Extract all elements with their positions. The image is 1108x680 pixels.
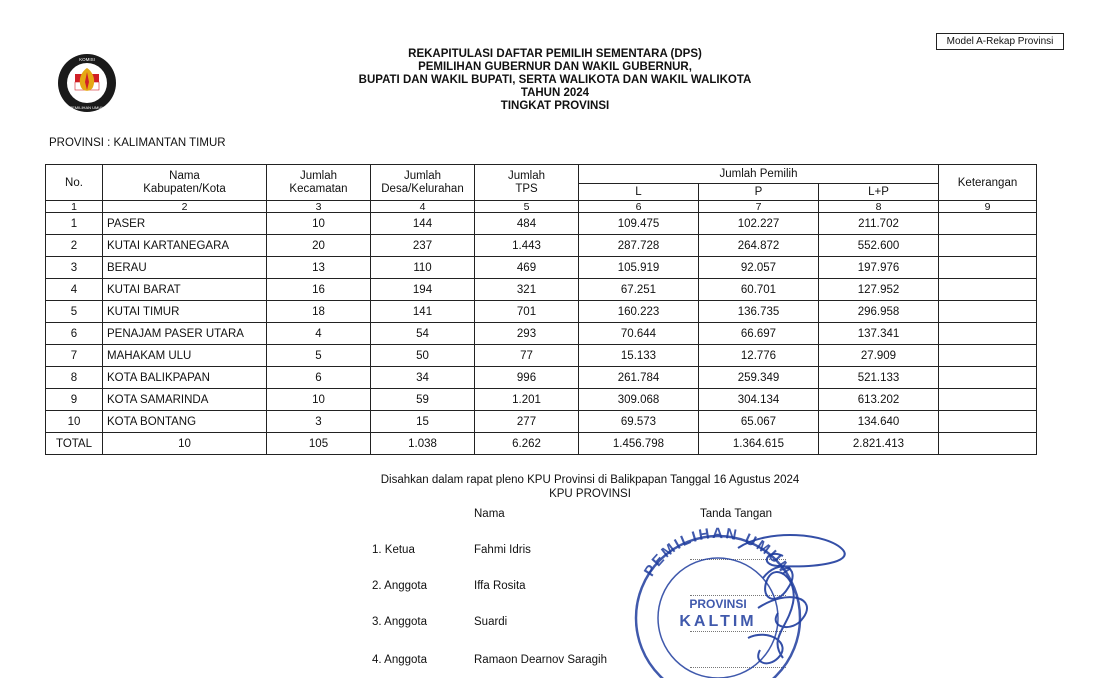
title-line-5: TINGKAT PROVINSI [500, 100, 610, 112]
header-desa [371, 165, 475, 201]
voters-total: 211.702 [819, 213, 939, 235]
region-name: KOTA BALIKPAPAN [103, 367, 267, 389]
total-desa: 1.038 [371, 433, 475, 455]
total-kecamatan: 105 [267, 433, 371, 455]
voters-total: 296.958 [819, 301, 939, 323]
col-number: 6 [579, 201, 699, 213]
kecamatan-count: 4 [267, 323, 371, 345]
total-row [46, 433, 1037, 455]
table-row [46, 323, 1037, 345]
voters-female: 102.227 [699, 213, 819, 235]
total-lp: 2.821.413 [819, 433, 939, 455]
voters-female: 12.776 [699, 345, 819, 367]
signatory-role: 3. Anggota [372, 616, 427, 628]
desa-count: 15 [371, 411, 475, 433]
voters-male: 15.133 [579, 345, 699, 367]
voters-total: 521.133 [819, 367, 939, 389]
signatory-role: 4. Anggota [372, 654, 427, 666]
tps-count: 484 [475, 213, 579, 235]
header-name [103, 165, 267, 201]
keterangan [939, 301, 1037, 323]
desa-count: 34 [371, 367, 475, 389]
voters-male: 67.251 [579, 279, 699, 301]
keterangan [939, 323, 1037, 345]
desa-count: 144 [371, 213, 475, 235]
total-tps: 6.262 [475, 433, 579, 455]
header-tps-line1: Jumlah [507, 169, 546, 182]
handwritten-signature [738, 535, 845, 663]
voters-total: 137.341 [819, 323, 939, 345]
header-kec-line1: Jumlah [299, 169, 338, 182]
col-number: 2 [103, 201, 267, 213]
signatory-name: Fahmi Idris [474, 544, 531, 556]
region-name: KUTAI BARAT [103, 279, 267, 301]
tps-count: 77 [475, 345, 579, 367]
signature-header: Tanda Tangan [700, 508, 773, 520]
voters-total: 552.600 [819, 235, 939, 257]
header-p: P [699, 184, 819, 201]
desa-count: 110 [371, 257, 475, 279]
total-l: 1.456.798 [579, 433, 699, 455]
voters-female: 66.697 [699, 323, 819, 345]
row-number: 3 [46, 257, 103, 279]
header-desa-line1: Jumlah [403, 169, 442, 182]
table-row [46, 345, 1037, 367]
table-row [46, 411, 1037, 433]
kecamatan-count: 10 [267, 389, 371, 411]
region-name: BERAU [103, 257, 267, 279]
voters-total: 127.952 [819, 279, 939, 301]
header-desa-line2: Desa/Kelurahan [381, 182, 464, 195]
region-name: KUTAI TIMUR [103, 301, 267, 323]
voters-male: 109.475 [579, 213, 699, 235]
col-number: 8 [819, 201, 939, 213]
desa-count: 194 [371, 279, 475, 301]
official-stamp [618, 518, 868, 678]
col-number: 3 [267, 201, 371, 213]
col-number: 1 [46, 201, 103, 213]
svg-text:PEMILIHAN UMUM: PEMILIHAN UMUM [640, 524, 796, 580]
region-name: MAHAKAM ULU [103, 345, 267, 367]
province-label: PROVINSI : KALIMANTAN TIMUR [49, 137, 226, 149]
header-keterangan: Keterangan [939, 165, 1037, 201]
total-p: 1.364.615 [699, 433, 819, 455]
voters-male: 287.728 [579, 235, 699, 257]
row-number: 1 [46, 213, 103, 235]
title-line-3: BUPATI DAN WAKIL BUPATI, SERTA WALIKOTA DAN WAKIL WALIKOTA [358, 74, 752, 86]
svg-text:KOMISI: KOMISI [79, 57, 95, 62]
kecamatan-count: 20 [267, 235, 371, 257]
keterangan [939, 389, 1037, 411]
desa-count: 50 [371, 345, 475, 367]
keterangan [939, 279, 1037, 301]
table-row [46, 235, 1037, 257]
row-number: 8 [46, 367, 103, 389]
row-number: 10 [46, 411, 103, 433]
voters-male: 261.784 [579, 367, 699, 389]
voters-male: 309.068 [579, 389, 699, 411]
total-count: 10 [103, 433, 267, 455]
col-number: 9 [939, 201, 1037, 213]
header-name-line1: Nama [169, 169, 200, 182]
col-number: 4 [371, 201, 475, 213]
keterangan [939, 235, 1037, 257]
table-body [46, 213, 1037, 433]
tps-count: 277 [475, 411, 579, 433]
signatory-name: Suardi [474, 616, 508, 628]
kecamatan-count: 13 [267, 257, 371, 279]
voters-female: 136.735 [699, 301, 819, 323]
voters-male: 69.573 [579, 411, 699, 433]
keterangan [939, 213, 1037, 235]
row-number: 2 [46, 235, 103, 257]
header-pemilih: Jumlah Pemilih [579, 165, 939, 184]
title-line-4: TAHUN 2024 [520, 87, 590, 99]
voters-total: 134.640 [819, 411, 939, 433]
desa-count: 59 [371, 389, 475, 411]
form-model-label: Model A-Rekap Provinsi [936, 33, 1064, 50]
kecamatan-count: 3 [267, 411, 371, 433]
tps-count: 469 [475, 257, 579, 279]
table-row [46, 301, 1037, 323]
col-number: 5 [475, 201, 579, 213]
tps-count: 996 [475, 367, 579, 389]
header-lp: L+P [819, 184, 939, 201]
keterangan [939, 367, 1037, 389]
voters-female: 304.134 [699, 389, 819, 411]
voters-total: 613.202 [819, 389, 939, 411]
voters-male: 160.223 [579, 301, 699, 323]
table-row [46, 279, 1037, 301]
recap-table [45, 164, 1037, 455]
row-number: 4 [46, 279, 103, 301]
header-kec-line2: Kecamatan [289, 182, 348, 195]
desa-count: 141 [371, 301, 475, 323]
kecamatan-count: 16 [267, 279, 371, 301]
voters-female: 259.349 [699, 367, 819, 389]
row-number: 9 [46, 389, 103, 411]
voters-female: 65.067 [699, 411, 819, 433]
signatory-role: 1. Ketua [372, 544, 415, 556]
region-name: KOTA SAMARINDA [103, 389, 267, 411]
header-l: L [579, 184, 699, 201]
approval-line-2: KPU PROVINSI [549, 488, 631, 500]
table-row [46, 389, 1037, 411]
svg-text:PROVINSI: PROVINSI [689, 597, 747, 611]
approval-line-1: Disahkan dalam rapat pleno KPU Provinsi di Balikpapan Tanggal 16 Agustus 2024 [380, 474, 800, 486]
kecamatan-count: 6 [267, 367, 371, 389]
total-label: TOTAL [46, 433, 103, 455]
voters-total: 27.909 [819, 345, 939, 367]
kecamatan-count: 10 [267, 213, 371, 235]
row-number: 7 [46, 345, 103, 367]
svg-text:PEMILIHAN UMUM: PEMILIHAN UMUM [69, 105, 105, 110]
voters-total: 197.976 [819, 257, 939, 279]
title-line-2: PEMILIHAN GUBERNUR DAN WAKIL GUBERNUR, [418, 61, 692, 73]
row-number: 6 [46, 323, 103, 345]
signatory-name-header: Nama [474, 508, 505, 520]
signatory-role: 2. Anggota [372, 580, 427, 592]
table-row [46, 213, 1037, 235]
region-name: KUTAI KARTANEGARA [103, 235, 267, 257]
kpu-logo [56, 52, 118, 114]
tps-count: 293 [475, 323, 579, 345]
keterangan [939, 411, 1037, 433]
header-tps [475, 165, 579, 201]
region-name: PENAJAM PASER UTARA [103, 323, 267, 345]
keterangan [939, 345, 1037, 367]
voters-female: 60.701 [699, 279, 819, 301]
tps-count: 1.443 [475, 235, 579, 257]
desa-count: 54 [371, 323, 475, 345]
col-number: 7 [699, 201, 819, 213]
table-row [46, 257, 1037, 279]
voters-male: 105.919 [579, 257, 699, 279]
total-keterangan [939, 433, 1037, 455]
table-row [46, 367, 1037, 389]
approval-statement [300, 473, 880, 501]
row-number: 5 [46, 301, 103, 323]
voters-female: 92.057 [699, 257, 819, 279]
desa-count: 237 [371, 235, 475, 257]
voters-male: 70.644 [579, 323, 699, 345]
kecamatan-count: 18 [267, 301, 371, 323]
tps-count: 701 [475, 301, 579, 323]
header-name-line2: Kabupaten/Kota [143, 182, 226, 195]
region-name: KOTA BONTANG [103, 411, 267, 433]
header-kecamatan [267, 165, 371, 201]
header-no: No. [46, 165, 103, 201]
voters-female: 264.872 [699, 235, 819, 257]
keterangan [939, 257, 1037, 279]
tps-count: 1.201 [475, 389, 579, 411]
svg-text:KALTIM: KALTIM [679, 613, 757, 630]
signatory-name: Iffa Rosita [474, 580, 526, 592]
title-line-1: REKAPITULASI DAFTAR PEMILIH SEMENTARA (DPS) [408, 48, 702, 60]
header-tps-line2: TPS [515, 182, 538, 195]
region-name: PASER [103, 213, 267, 235]
document-title [300, 48, 810, 113]
tps-count: 321 [475, 279, 579, 301]
signatory-name: Ramaon Dearnov Saragih [474, 654, 607, 666]
kecamatan-count: 5 [267, 345, 371, 367]
